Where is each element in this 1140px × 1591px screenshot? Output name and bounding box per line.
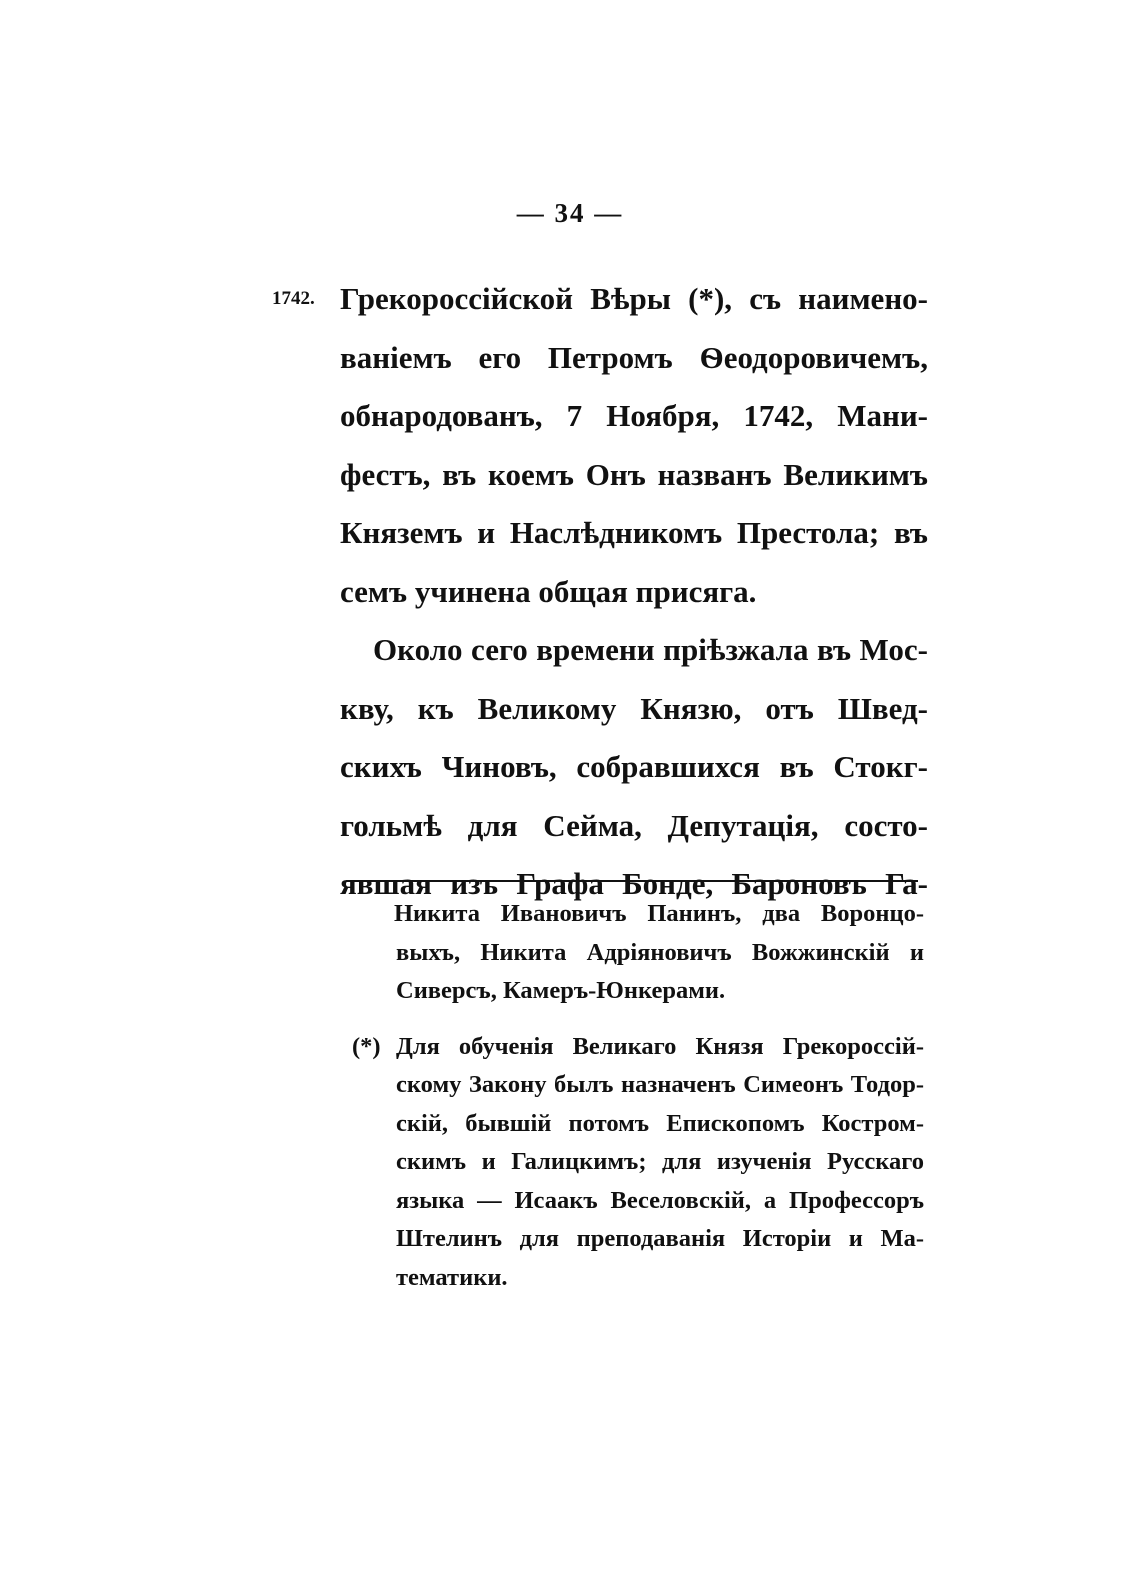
footnote-line: языка — Исаакъ Веселовскій, а Профессоръ <box>396 1186 924 1214</box>
footnote-line: Для обученія Великаго Князя Грекороссій- <box>396 1032 924 1060</box>
text-line: Грекороссійской Вѣры (*), съ наимено- <box>340 281 928 316</box>
text-line: семъ учинена общая присяга. <box>340 573 757 609</box>
main-text-block <box>340 270 928 914</box>
text-line: Княземъ и Наслѣдникомъ Престола; въ <box>340 515 928 550</box>
footnote-marker: (*) <box>352 1032 381 1060</box>
footnote-divider <box>346 880 918 882</box>
text-line: фестъ, въ коемъ Онъ названъ Великимъ <box>340 456 928 492</box>
text-line: явшая изъ Графа Бонде, Бароновъ Га- <box>340 866 928 901</box>
text-line: кву, къ Великому Князю, отъ Швед- <box>340 690 928 726</box>
footnote-line: скому Закону былъ назначенъ Симеонъ Тодор- <box>396 1071 924 1098</box>
footnote-line: скій, бывшій потомъ Епископомъ Костром- <box>396 1109 924 1137</box>
footnote-line: Сиверсъ, Камеръ-Юнкерами. <box>396 977 726 1004</box>
footnote-continued <box>352 895 924 1011</box>
page-number: — 34 — <box>516 198 624 228</box>
text-line: скихъ Чиновъ, собравшихся въ Стокг- <box>340 749 928 784</box>
footnote-line: скимъ и Галицкимъ; для изученія Русскаго <box>396 1148 924 1175</box>
footnotes-block <box>352 895 924 1297</box>
footnote-line: Штелинъ для преподаванія Исторіи и Ма- <box>396 1225 924 1252</box>
footnote-line: тематики. <box>396 1263 508 1291</box>
text-line: обнародованъ, 7 Ноября, 1742, Мани- <box>340 398 928 433</box>
footnote-line: выхъ, Никита Адріяновичъ Вожжинскій и <box>396 938 924 966</box>
text-line: гольмѣ для Сейма, Депутація, состо- <box>340 807 928 843</box>
margin-year-note: 1742. <box>272 288 315 309</box>
text-line: ваніемъ его Петромъ Ѳеодоровичемъ, <box>340 339 928 375</box>
footnote-line: Никита Ивановичъ Панинъ, два Воронцо- <box>394 900 924 927</box>
footnote-star <box>352 1028 924 1298</box>
text-line: Около сего времени пріѣзжала въ Мос- <box>373 632 928 667</box>
